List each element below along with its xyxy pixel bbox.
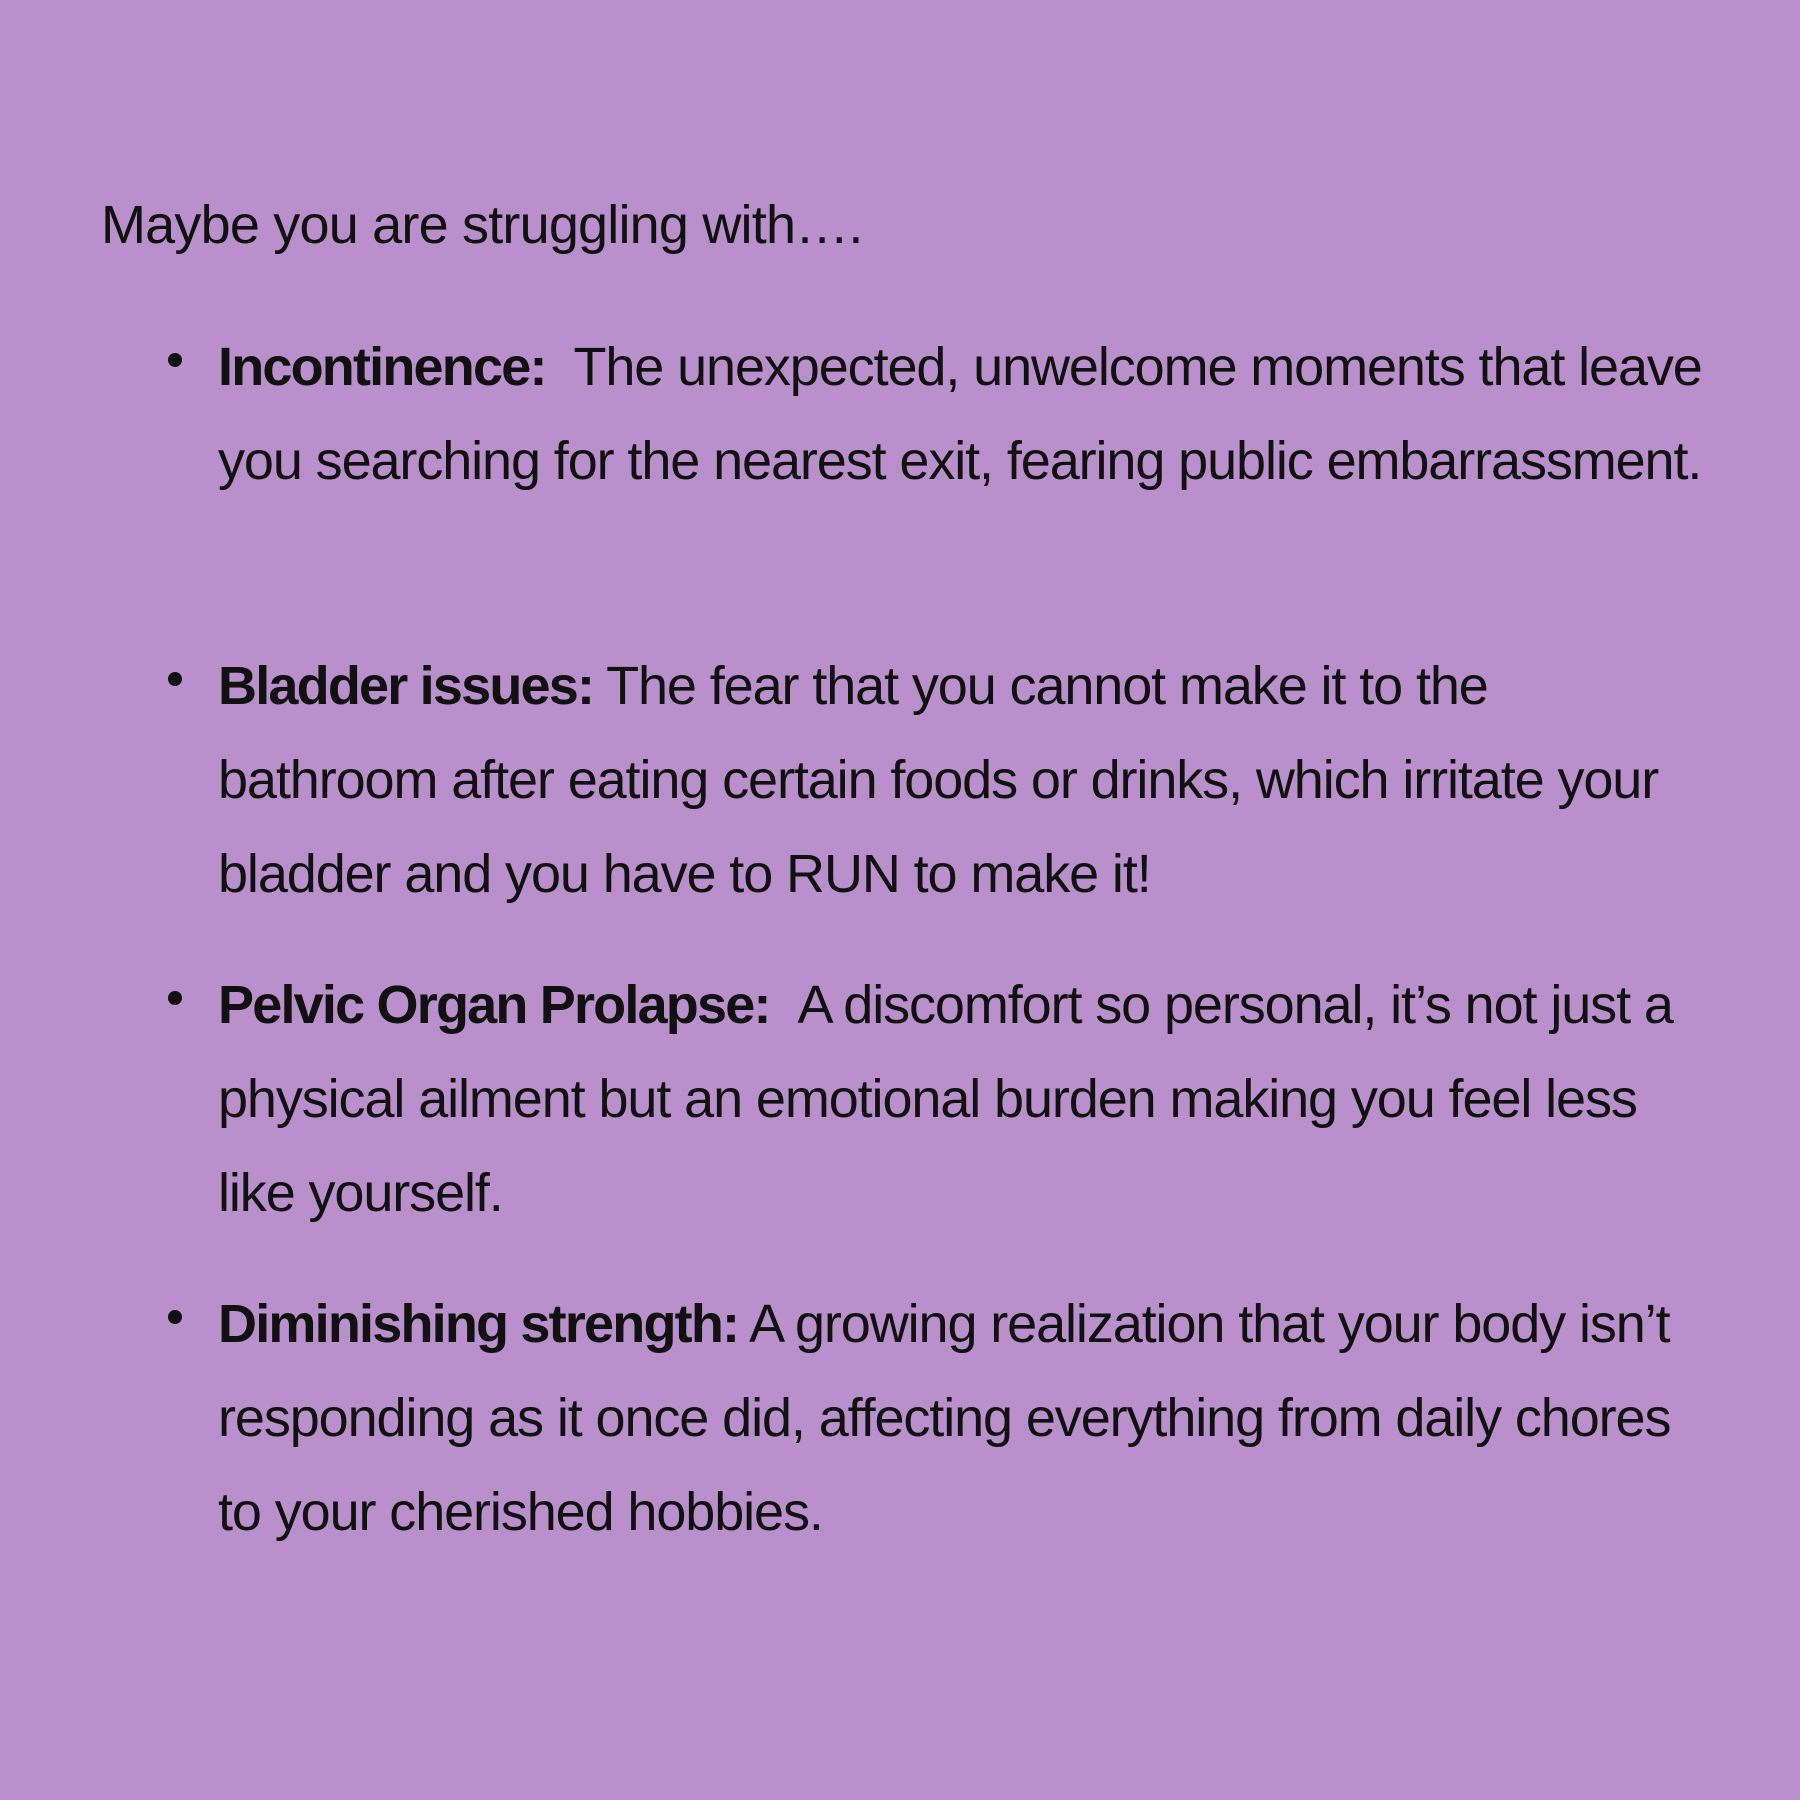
list-item-description: A growing realization that your body isn’t responding as it once did, affecting everything from daily chores to your cherished hobbies. <box>218 1294 1671 1542</box>
list-item-description: The unexpected, unwelcome moments that leave you searching for the nearest exit, fearing public embarrassment. <box>218 337 1702 491</box>
list-item-text <box>218 320 1708 508</box>
bullet-icon <box>168 991 182 1005</box>
list-item-term: Incontinence: <box>218 337 546 397</box>
bullet-icon <box>168 672 182 686</box>
list-item-pelvic-organ-prolapse <box>0 958 1800 1277</box>
list-item-text <box>218 1277 1708 1559</box>
list-item-text <box>218 639 1708 921</box>
list-item-term: Diminishing strength: <box>218 1294 739 1354</box>
list-item-description: The fear that you cannot make it to the bathroom after eating certain foods or drinks, which irritate your bladder and you have to RUN to make it! <box>218 656 1659 904</box>
list-item-text <box>218 958 1708 1240</box>
bullet-icon <box>168 1310 182 1324</box>
list-item-bladder-issues <box>0 639 1800 958</box>
struggles-list <box>0 320 1800 1596</box>
list-item-term: Bladder issues: <box>218 656 594 716</box>
list-item-description: A discomfort so personal, it’s not just a physical ailment but an emotional burden making you feel less like yourself. <box>218 975 1673 1223</box>
list-item-term: Pelvic Organ Prolapse: <box>218 975 770 1035</box>
intro-text: Maybe you are struggling with…. <box>101 195 863 255</box>
list-item-incontinence <box>0 320 1800 639</box>
bullet-icon <box>168 353 182 367</box>
list-item-diminishing-strength <box>0 1277 1800 1596</box>
